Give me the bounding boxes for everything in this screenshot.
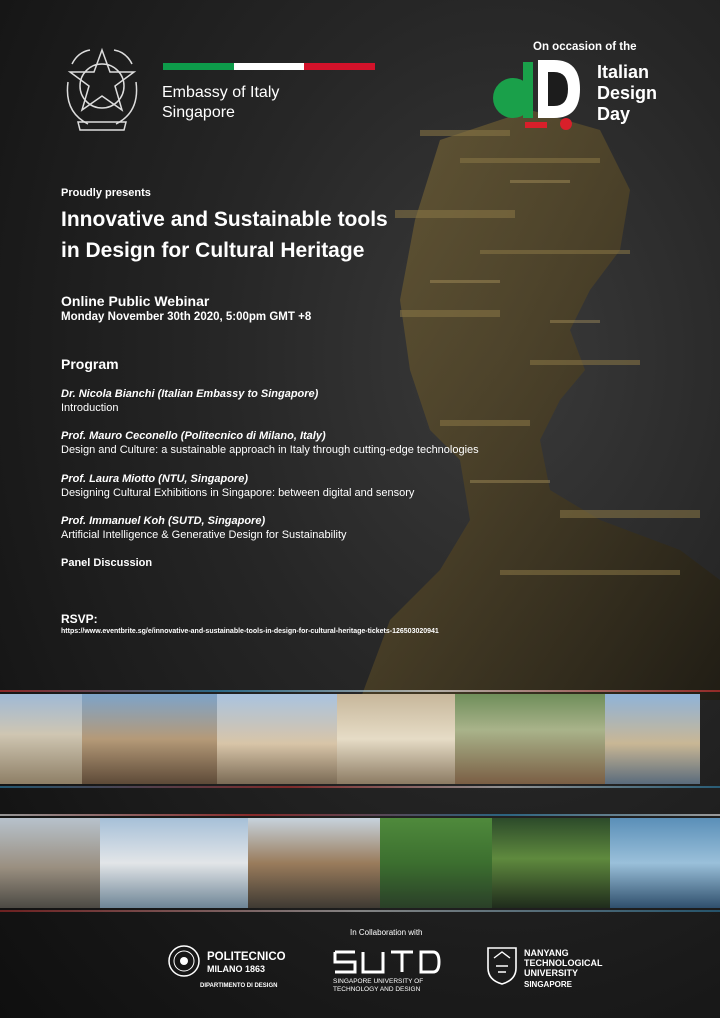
photo-singapore-building (0, 818, 100, 908)
program-topic: Introduction (61, 402, 119, 414)
politecnico-city: MILANO 1863 (207, 964, 266, 974)
presents-label: Proudly presents (61, 187, 151, 199)
glitch-line (0, 786, 720, 788)
photo-oasia-hotel (380, 818, 492, 908)
heritage-photo-strip-italy (0, 694, 720, 784)
sutd-logo (333, 948, 441, 976)
occasion-label: On occasion of the (533, 41, 637, 53)
ntu-location: SINGAPORE (524, 980, 573, 989)
program-speaker: Prof. Immanuel Koh (SUTD, Singapore) (61, 515, 266, 527)
idd-title-line2: Design (597, 83, 658, 103)
italian-republic-emblem (58, 42, 146, 134)
photo-vertical-garden (492, 818, 610, 908)
italian-design-day-logo (488, 56, 588, 134)
idd-title-line1: Italian (597, 62, 650, 82)
idd-title-line3: Day (597, 104, 631, 124)
ntu-name-line2: TECHNOLOGICAL (524, 958, 603, 968)
photo-palazzo (0, 694, 82, 784)
photo-artscience-museum (100, 818, 248, 908)
program-heading: Program (61, 356, 119, 372)
ntu-name-line3: UNIVERSITY (524, 968, 579, 978)
program-speaker: Prof. Mauro Ceconello (Politecnico di Milano, Italy) (61, 430, 326, 442)
italian-flag-bar (163, 63, 375, 70)
sutd-name-line1: SINGAPORE UNIVERSITY OF (333, 978, 424, 985)
webinar-label: Online Public Webinar (61, 293, 210, 309)
photo-cathedral (217, 694, 337, 784)
program-speaker: Dr. Nicola Bianchi (Italian Embassy to Singapore) (61, 388, 319, 400)
event-date: Monday November 30th 2020, 5:00pm GMT +8 (61, 311, 312, 323)
program-speaker: Prof. Laura Miotto (NTU, Singapore) (61, 473, 248, 485)
politecnico-name: POLITECNICO (207, 951, 286, 963)
glitch-line (0, 690, 720, 692)
heritage-photo-strip-singapore (0, 818, 720, 908)
sutd-name-line2: TECHNOLOGY AND DESIGN (333, 986, 421, 993)
rsvp-link[interactable]: https://www.eventbrite.sg/e/innovative-and-sustainable-tools-in-design-for-cultural-heritage-tickets-126503020941 (61, 628, 439, 635)
politecnico-seal-icon (167, 944, 201, 978)
photo-glitch-architecture (610, 818, 720, 908)
ntu-name-line1: NANYANG (524, 948, 569, 958)
glitch-line (0, 910, 720, 912)
photo-uffizi (82, 694, 217, 784)
program-topic: Design and Culture: a sustainable approach in Italy through cutting-edge technologies (61, 444, 479, 456)
photo-statue-david (337, 694, 455, 784)
panel-discussion: Panel Discussion (61, 557, 153, 569)
embassy-location: Singapore (162, 104, 235, 121)
photo-green-building (455, 694, 605, 784)
photo-modern-campus (248, 818, 380, 908)
event-title-line1: Innovative and Sustainable tools (61, 208, 388, 231)
politecnico-department: DIPARTIMENTO DI DESIGN (200, 983, 278, 989)
ntu-crest-icon (486, 946, 518, 986)
event-title-line2: in Design for Cultural Heritage (61, 239, 365, 262)
statue-glitch-image (300, 100, 720, 700)
photo-castel-santangelo (605, 694, 700, 784)
glitch-line (0, 814, 720, 816)
embassy-name: Embassy of Italy (162, 84, 280, 101)
rsvp-label: RSVP: (61, 612, 98, 626)
program-topic: Artificial Intelligence & Generative Design for Sustainability (61, 529, 347, 541)
collaboration-label: In Collaboration with (350, 928, 423, 937)
program-topic: Designing Cultural Exhibitions in Singapore: between digital and sensory (61, 487, 415, 499)
